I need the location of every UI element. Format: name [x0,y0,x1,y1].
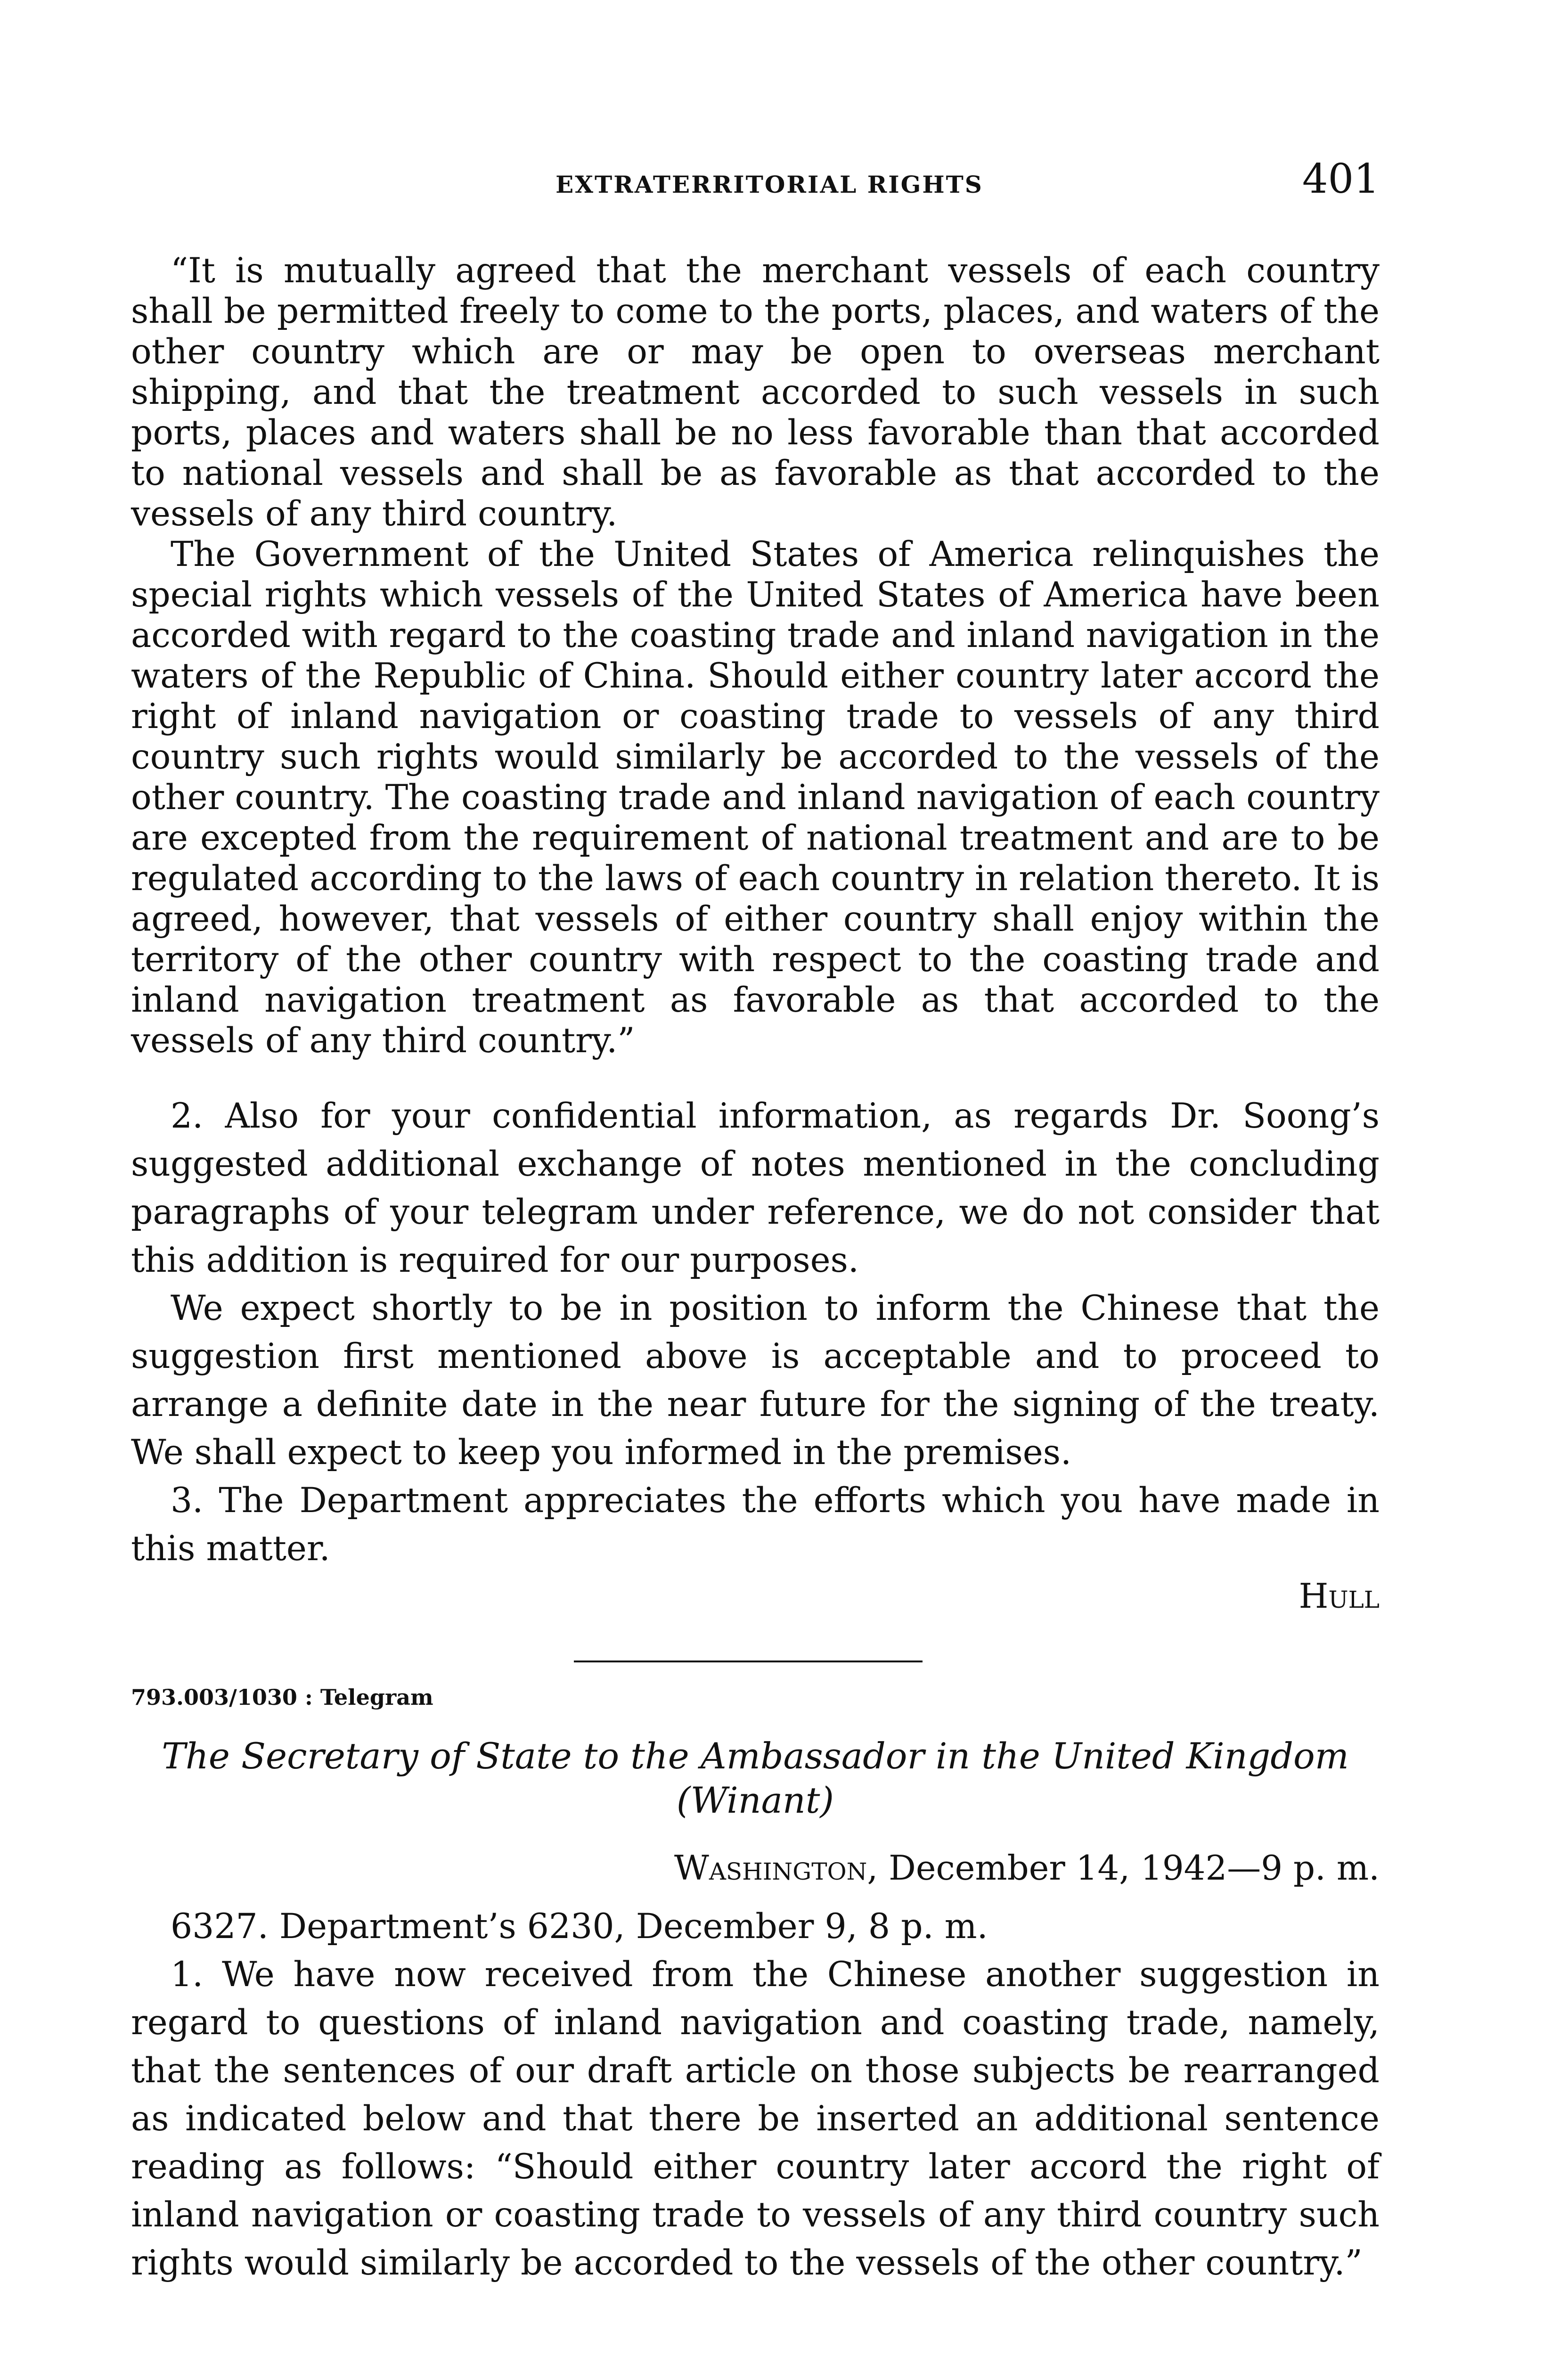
paragraph-coasting-trade: The Government of the United States of America relinquishes the special rights which vessels of the United States of America have been accorded with regard to the coasting trade and inland navigation in the waters of the Republic of China. Should either country later accord the right of inland navigation or coasting trade to vessels of any third country such rights would similarly be accorded to the vessels of the other country. The coasting trade and inland navigation of each country are excepted from the requirement of national treatment and are to be regulated according to the laws of each country in relation thereto. It is agreed, however, that vessels of either country shall enjoy within the territory of the other country with respect to the coasting trade and inland navigation treatment as favorable as that accorded to the vessels of any third country.” [131,535,1380,1061]
page-number: 401 [1302,155,1380,203]
running-head: EXTRATERRITORIAL RIGHTS [555,171,983,198]
section-divider [574,1661,923,1662]
paragraph-soong-exchange: 2. Also for your confidential information, as regards Dr. Soong’s suggested additional exchange of notes mentioned in the concluding paragraphs of your telegram under reference, we do not consider that this addition is required for our purposes. [131,1096,1380,1280]
paragraph-department-appreciates: 3. The Department appreciates the efforts which you have made in this matter. [131,1481,1380,1569]
paragraph-merchant-vessels: “It is mutually agreed that the merchant vessels of each country shall be permitted freely to come to the ports, places, and waters of the other country which are or may be open to overseas merchant shipping, and that the treatment accorded to such vessels in such ports, places and waters shall be no less favorable than that accorded to national vessels and shall be as favorable as that accorded to the vessels of any third country. [131,251,1380,534]
document-title-line-1: The Secretary of State to the Ambassador in the United Kingdom [162,1735,1349,1777]
dateline-date: , December 14, 1942—9 p. m. [867,1848,1380,1888]
signature-hull: Hull [1298,1576,1380,1616]
paragraph-chinese-suggestion: 1. We have now received from the Chinese another suggestion in regard to questions of inland navigation and coasting trade, namely, that the sentences of our draft article on those subjects be rearranged as indicated below and that there be inserted an additional sentence reading as follows: “Should either country later accord the right of inland navigation or coasting trade to vessels of any third country such rights would similarly be accorded to the vessels of the other country.” [131,1955,1380,2283]
paragraph-expect-shortly: We expect shortly to be in position to inform the Chinese that the suggestion first mentioned above is acceptable and to proceed to arrange a definite date in the near future for the signing of the treaty. We shall expect to keep you informed in the premises. [131,1289,1380,1472]
dateline-place: Washington [674,1848,867,1888]
page-header [131,155,1380,212]
document-title-line-2: (Winant) [676,1779,834,1821]
paragraph-telegram-number: 6327. Department’s 6230, December 9, 8 p. m. [171,1907,988,1947]
instructions-block [131,1092,1380,1573]
dateline [131,1848,1380,1888]
file-reference: 793.003/1030 : Telegram [131,1685,433,1710]
telegram-body [131,1903,1380,2287]
quoted-article-block [131,251,1380,1061]
